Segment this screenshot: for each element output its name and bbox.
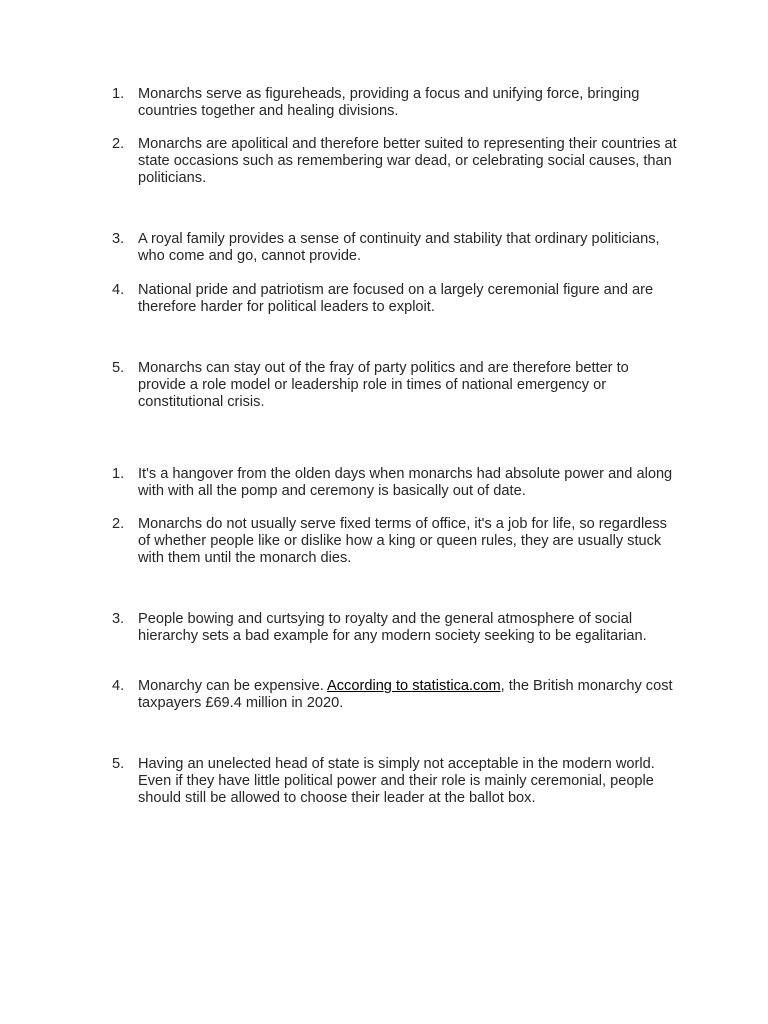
list-item-text-before: Monarchy can be expensive. (138, 678, 328, 694)
list-item-text: National pride and patriotism are focused on a largely ceremonial figure and are therefore harder for political leaders to exploit. (138, 282, 654, 315)
list-item-number: 2. (112, 136, 125, 152)
list-item-number: 5. (112, 756, 125, 772)
list-item-text: Monarchs serve as figureheads, providing a focus and unifying force, bringing countries together and healing divisions. (138, 86, 640, 119)
list-item-text: Monarchs are apolitical and therefore better suited to representing their countries at state occasions such as remembering war dead, or celebrating social causes, than politicians. (138, 136, 677, 186)
list-item-number: 3. (112, 611, 125, 627)
list-item-number: 4. (112, 282, 125, 298)
statistica-link[interactable]: According to statistica.com (327, 678, 501, 694)
list-item-number: 4. (112, 678, 125, 694)
list-item-number: 5. (112, 360, 125, 376)
list-item-text: It's a hangover from the olden days when monarchs had absolute power and along with with all the pomp and ceremony is basically out of date. (138, 466, 673, 499)
list-item-text: Monarchs do not usually serve fixed terms of office, it's a job for life, so regardless of whether people like or dislike how a king or queen rules, they are usually stuck with them until the monarch dies. (138, 516, 667, 566)
list-item-text: People bowing and curtsying to royalty and the general atmosphere of social hierarchy sets a bad example for any modern society seeking to be egalitarian. (138, 611, 647, 644)
list-item-text: A royal family provides a sense of continuity and stability that ordinary politicians, who come and go, cannot provide. (138, 231, 660, 264)
list-item-number: 1. (112, 86, 125, 102)
list-item-text: Having an unelected head of state is simply not acceptable in the modern world. Even if they have little political power and their role is mainly ceremonial, people should still be allowed to choose their leader at the ballot box. (138, 756, 655, 806)
list-item-text: Monarchs can stay out of the fray of party politics and are therefore better to provide a role model or leadership role in times of national emergency or constitutional crisis. (138, 360, 629, 410)
list-item-number: 2. (112, 516, 125, 532)
list-item-text (138, 678, 678, 712)
list-item-number: 1. (112, 466, 125, 482)
list-item-number: 3. (112, 231, 125, 247)
list-item-text-after: , the British monarchy cost taxpayers £69.4 million in 2020. (138, 678, 673, 711)
